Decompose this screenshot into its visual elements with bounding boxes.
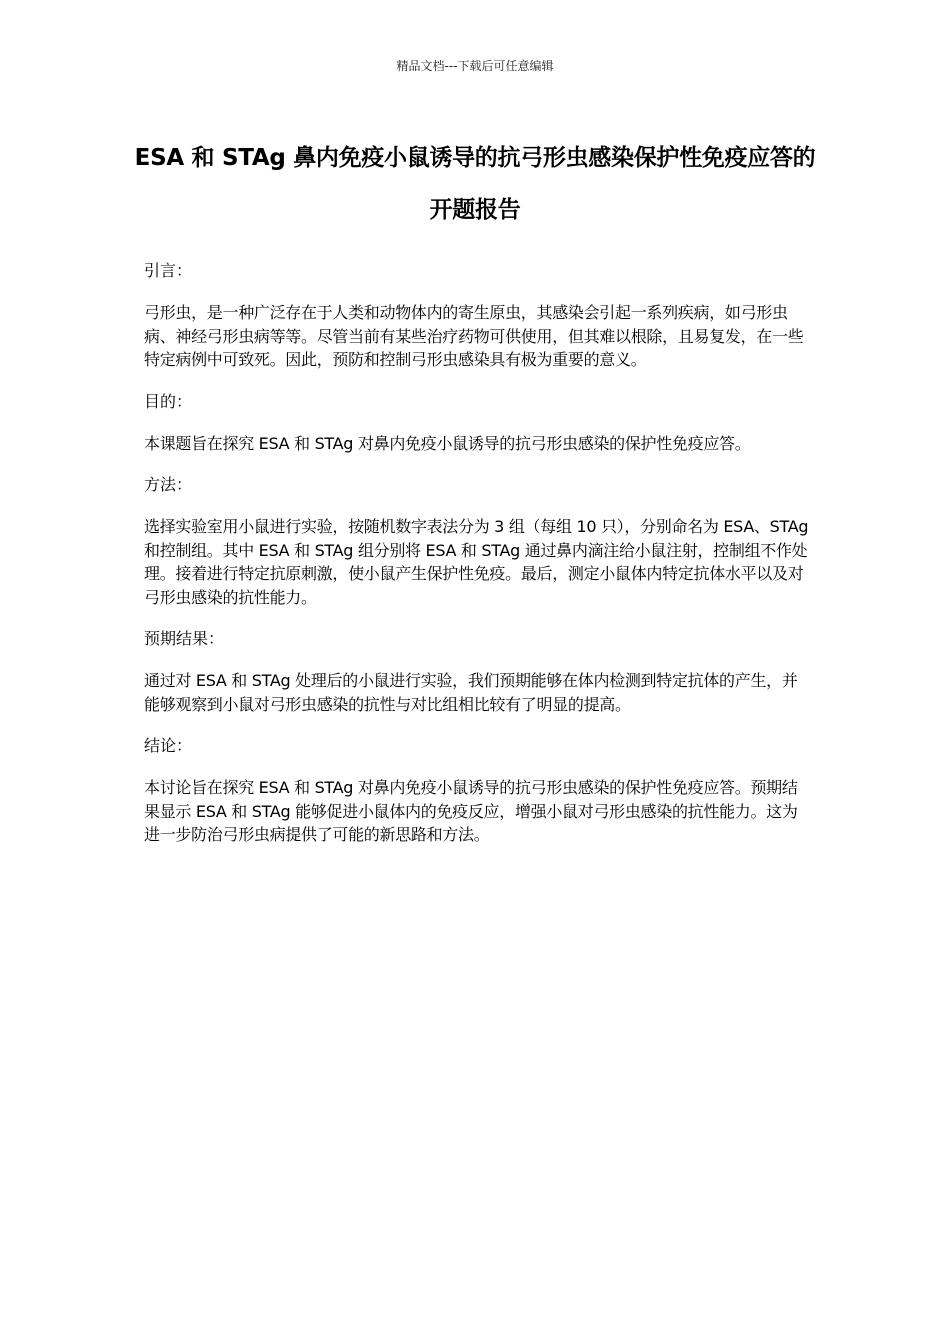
document-content [144, 260, 812, 866]
section-body-expected-results: 通过对 ESA 和 STAg 处理后的小鼠进行实验，我们预期能够在体内检测到特定抗体的产生，并能够观察到小鼠对弓形虫感染的抗性与对比组相比较有了明显的提高。 [144, 671, 798, 714]
section-body-purpose: 本课题旨在探究 ESA 和 STAg 对鼻内免疫小鼠诱导的抗弓形虫感染的保护性免疫应答。 [144, 433, 751, 453]
section-body-introduction: 弓形虫，是一种广泛存在于人类和动物体内的寄生原虫，其感染会引起一系列疾病，如弓形虫病、神经弓形虫病等等。尽管当前有某些治疗药物可供使用，但其难以根除，且易复发，在一些特定病例中可致死。因此，预防和控制弓形虫感染具有极为重要的意义。 [144, 303, 804, 369]
section-heading-methods: 方法： [144, 475, 193, 494]
document-title: ESA 和 STAg 鼻内免疫小鼠诱导的抗弓形虫感染保护性免疫应答的开题报告 [134, 145, 816, 223]
header-note: 精品文档---下载后可任意编辑 [396, 59, 554, 73]
section-heading-introduction: 引言： [144, 261, 193, 280]
section-body-conclusion: 本讨论旨在探究 ESA 和 STAg 对鼻内免疫小鼠诱导的抗弓形虫感染的保护性免疫应答。预期结果显示 ESA 和 STAg 能够促进小鼠体内的免疫反应，增强小鼠对弓形虫感染的抗性能力。这为进一步防治弓形虫病提供了可能的新思路和方法。 [144, 778, 798, 844]
section-heading-conclusion: 结论： [144, 736, 193, 755]
section-heading-purpose: 目的： [144, 391, 193, 411]
section-heading-expected-results: 预期结果： [144, 629, 225, 648]
section-body-methods: 选择实验室用小鼠进行实验，按随机数字表法分为 3 组（每组 10 只），分别命名为 ESA、STAg 和控制组。其中 ESA 和 STAg 组分别将 ESA 和 STAg 通过鼻内滴注给小鼠注射，控制组不作处理。接着进行特定抗原刺激，使小鼠产生保护性免疫。最后，测定小鼠体内特定抗体水平以及对弓形虫感染的抗性能力。 [144, 517, 809, 607]
